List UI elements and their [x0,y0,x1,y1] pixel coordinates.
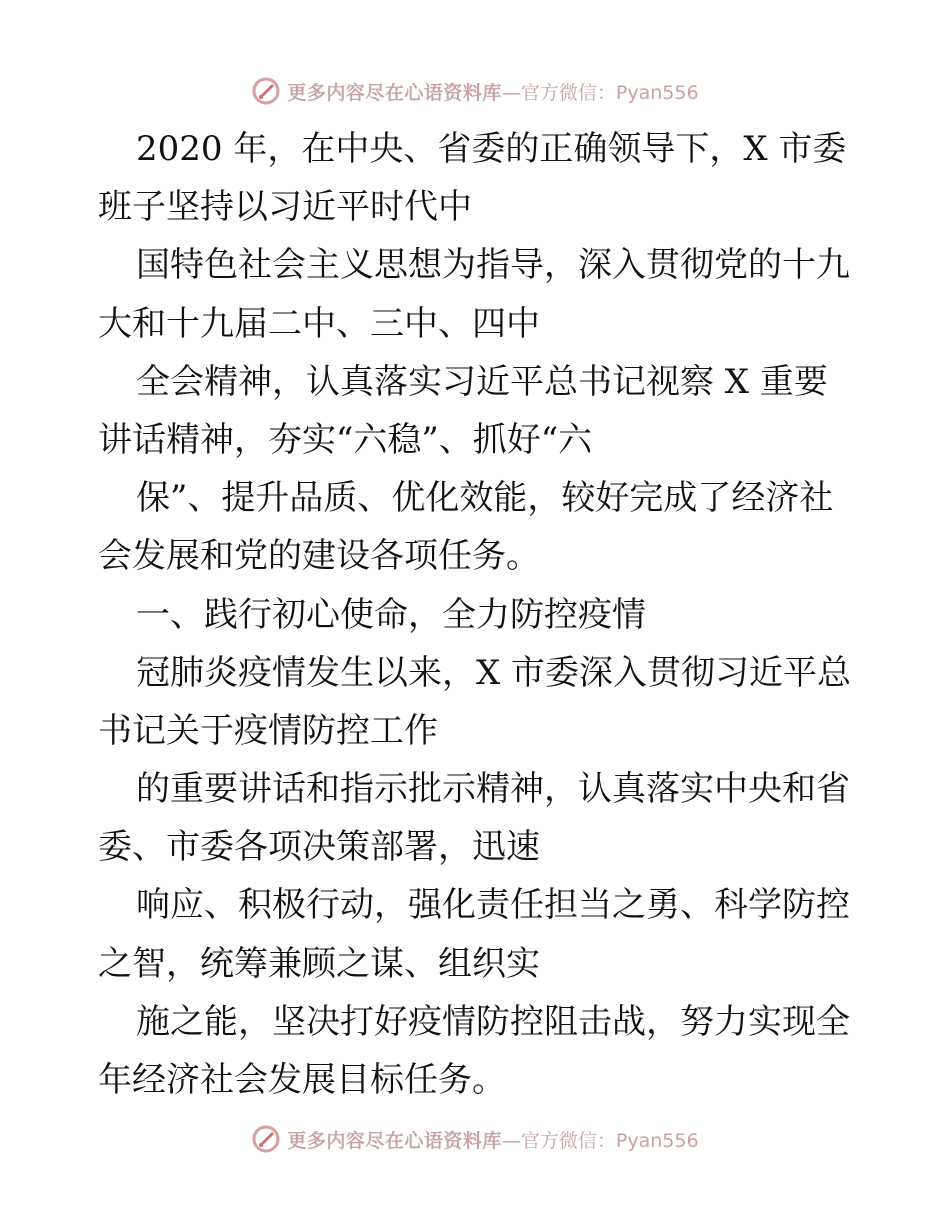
text-line: 班子坚持以习近平时代中 [98,187,472,228]
watermark-brand-text: 更多内容尽在心语资料库 [287,1129,502,1152]
brand-logo-icon [251,76,281,106]
text-line: 之智，统筹兼顾之谋、组织实 [98,943,540,984]
text-line: 大和十九届二中、三中、四中 [98,303,540,344]
body-text [98,120,858,1109]
text-line: 施之能，坚决打好疫情防控阻击战，努力实现全 [136,1001,850,1042]
text-line: 响应、积极行动，强化责任担当之勇、科学防控 [136,885,850,926]
text-line: 委、市委各项决策部署，迅速 [98,827,540,868]
text-line: 年经济社会发展目标任务。 [98,1060,506,1100]
text-line: 的重要讲话和指示批示精神，认真落实中央和省 [136,769,850,810]
footer-watermark [0,1122,950,1156]
text-line: 全会精神，认真落实习近平总书记视察 X 重要 [136,361,828,402]
header-watermark [0,74,950,108]
brand-logo-icon [251,1124,281,1154]
text-line: 讲话精神，夯实“六稳”、抓好“六 [98,419,593,460]
watermark-contact-text: —官方微信：Pyan556 [501,81,699,104]
text-line: 2020 年，在中央、省委的正确领导下，X 市委 [136,129,847,169]
watermark-contact-text: —官方微信：Pyan556 [501,1129,699,1152]
text-line: 会发展和党的建设各项任务。 [98,536,540,577]
watermark-brand-text: 更多内容尽在心语资料库 [287,81,502,104]
section-heading: 一、践行初心使命，全力防控疫情 [136,594,646,635]
text-line: 冠肺炎疫情发生以来，X 市委深入贯彻习近平总 [136,652,852,693]
text-line: 书记关于疫情防控工作 [98,710,438,751]
text-line: 国特色社会主义思想为指导，深入贯彻党的十九 [136,245,850,286]
text-line: 保”、提升品质、优化效能，较好完成了经济社 [136,478,834,519]
